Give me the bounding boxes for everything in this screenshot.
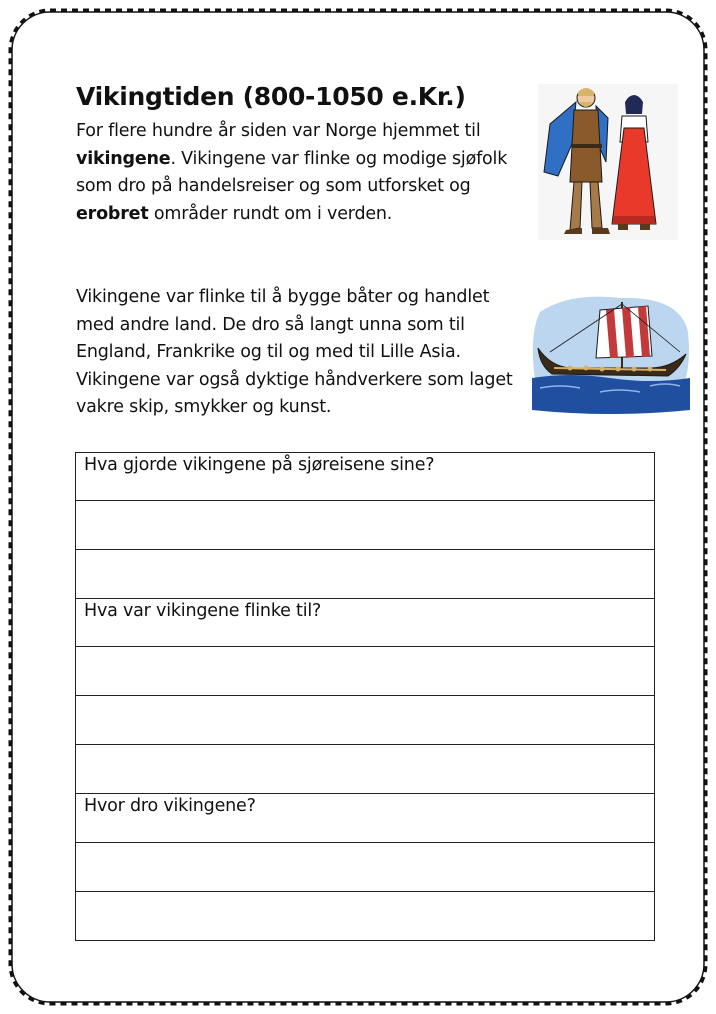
- answer-line: [76, 745, 655, 794]
- intro-text-2: . Vikingene var flinke og modige sjøfolk som dro på handelsreiser og som utforsket og: [76, 148, 508, 196]
- answer-line: [76, 843, 655, 892]
- page-title: Vikingtiden (800-1050 e.Kr.): [76, 82, 466, 111]
- answer-line: [76, 892, 655, 941]
- question-row-1: [76, 453, 655, 501]
- answer-cell[interactable]: [76, 550, 655, 599]
- intro-paragraph: [76, 118, 531, 228]
- question-1: Hva gjorde vikingene på sjøreisene sine?: [76, 453, 655, 501]
- question-row-2: [76, 599, 655, 647]
- viking-couple-illustration: [538, 84, 678, 240]
- question-2: Hva var vikingene flinke til?: [76, 599, 655, 647]
- answer-cell[interactable]: [76, 501, 655, 550]
- answer-line: [76, 550, 655, 599]
- second-paragraph: Vikingene var flinke til å bygge båter og handlet med andre land. De dro så langt unna som til England, Frankrike og til og med til Lille Asia. Vikingene var også dyktige håndverkere som laget vakre skip, smykker og kunst.: [76, 287, 513, 417]
- intro-bold-erobret: erobret: [76, 203, 149, 224]
- intro-bold-vikingene: vikingene: [76, 148, 171, 169]
- answer-cell[interactable]: [76, 843, 655, 892]
- answer-line: [76, 647, 655, 696]
- question-row-3: [76, 794, 655, 843]
- answer-cell[interactable]: [76, 647, 655, 696]
- answer-line: [76, 501, 655, 550]
- answer-cell[interactable]: [76, 696, 655, 745]
- answer-cell[interactable]: [76, 745, 655, 794]
- answer-line: [76, 696, 655, 745]
- viking-ship-illustration: [530, 292, 692, 418]
- answer-cell[interactable]: [76, 892, 655, 941]
- intro-text-3: områder rundt om i verden.: [148, 203, 393, 224]
- intro-text-1: For flere hundre år siden var Norge hjemmet til: [76, 121, 481, 141]
- question-answer-table: [75, 452, 655, 941]
- question-3: Hvor dro vikingene?: [76, 794, 655, 843]
